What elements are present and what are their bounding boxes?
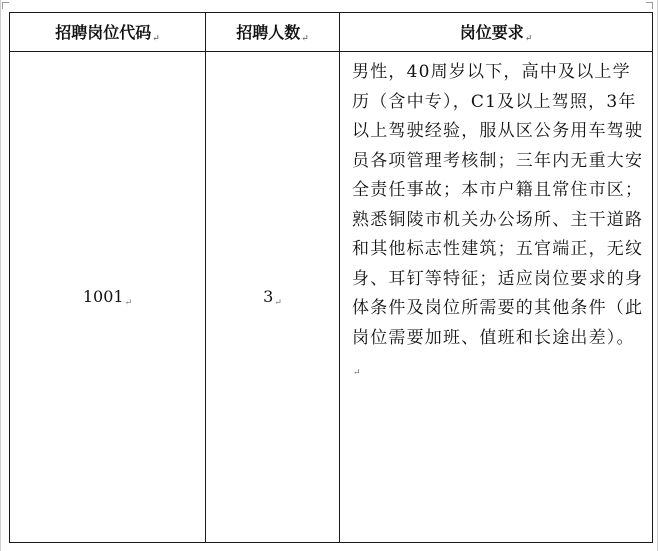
header-hire-count[interactable] [206,13,340,52]
page-edge-right [657,0,658,551]
table-row [10,52,653,543]
job-code-value: 1001 [82,286,124,306]
page-edge-left [0,0,1,551]
header-job-code-text: 招聘岗位代码 [55,23,152,42]
job-requirements-text: 男性，40周岁以下，高中及以上学历（含中专），C1及以上驾照，3年以上驾驶经验，服从区公务用车驾驶员各项管理考核制；三年内无重大安全责任事故；本市户籍且常住市区；熟悉铜陵市机关办公场所、主干道路和其他标志性建筑；五官端正，无纹身、耳钉等特征；适应岗位要求的身体条件及岗位所需要的其他条件（此岗位需要加班、值班和长途出差）。 [352,62,644,348]
cell-hire-count[interactable] [206,52,340,543]
header-job-code[interactable] [10,13,206,52]
cell-job-code[interactable] [10,52,206,543]
paragraph-mark-icon: ↵ [353,368,362,378]
paragraph-mark-icon: ↵ [124,297,133,308]
header-job-requirements-text: 岗位要求 [459,23,524,42]
recruitment-table [9,12,653,543]
hire-count-value: 3 [263,286,274,306]
header-job-requirements[interactable] [340,13,653,52]
crop-mark-top-right [646,2,653,9]
paragraph-mark-icon: ↵ [301,34,309,44]
paragraph-mark-icon: ↵ [152,34,160,44]
header-hire-count-text: 招聘人数 [236,23,301,42]
cell-job-requirements[interactable] [340,52,653,543]
paragraph-mark-icon: ↵ [274,297,282,308]
table-header-row [10,13,653,52]
paragraph-mark-icon: ↵ [524,34,533,44]
crop-mark-top-left [2,2,9,9]
